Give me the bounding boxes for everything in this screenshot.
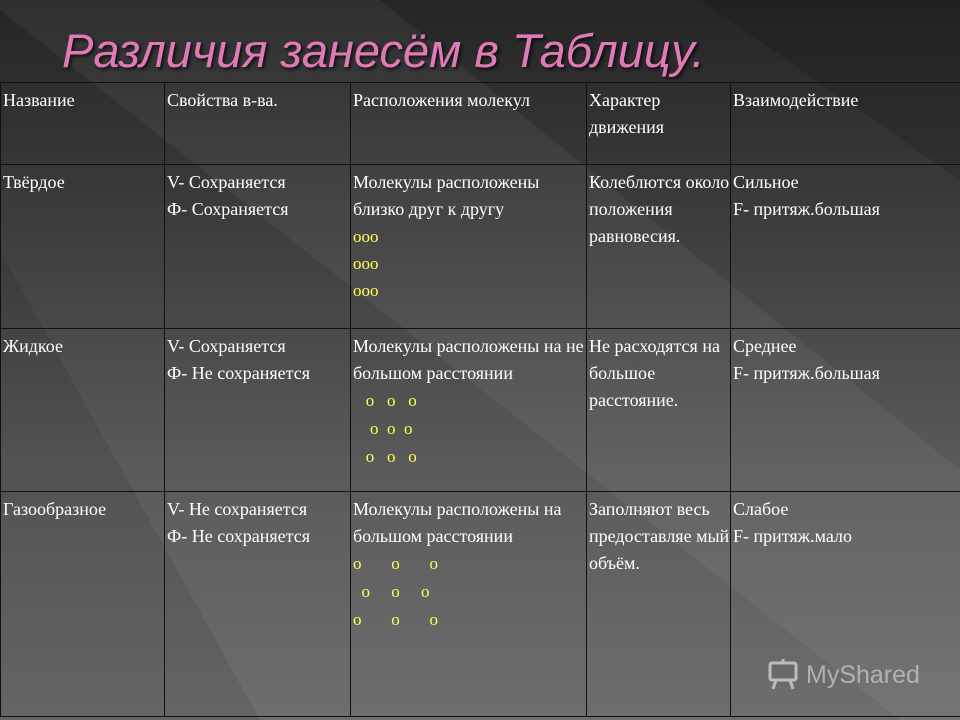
table-row-liquid <box>1 329 960 492</box>
interaction-strength: Сильное <box>733 172 799 192</box>
interaction-strength: Слабое <box>733 499 789 519</box>
header-cell-arrangement: Расположения молекул <box>351 83 587 165</box>
interaction-force: F- притяж.мало <box>733 526 853 546</box>
cell-arrangement-gas <box>351 492 587 717</box>
molecule-dots-row: о о о <box>353 447 417 466</box>
property-volume: V- Сохраняется <box>167 336 286 356</box>
property-volume: V- Не сохраняется <box>167 499 308 519</box>
cell-name-liquid: Жидкое <box>1 329 165 492</box>
arrangement-text: Молекулы расположены на не большом расстоянии <box>353 336 584 383</box>
header-cell-interaction: Взаимодействие <box>731 83 960 165</box>
cell-properties-solid <box>165 165 351 329</box>
molecule-dots-row: ооо <box>353 254 379 273</box>
arrangement-text: Молекулы расположены близко друг к другу <box>353 172 540 219</box>
header-cell-properties: Свойства в-ва. <box>165 83 351 165</box>
cell-interaction-liquid <box>731 329 960 492</box>
presentation-board-icon <box>766 657 800 691</box>
cell-properties-liquid <box>165 329 351 492</box>
molecule-dots-row: ооо <box>353 227 379 246</box>
molecule-dots-row: о о о <box>353 419 413 438</box>
cell-arrangement-solid <box>351 165 587 329</box>
property-volume: V- Сохраняется <box>167 172 286 192</box>
molecule-dots-row: о о о <box>353 582 430 601</box>
watermark-text: MyShared <box>806 661 920 689</box>
property-shape: Ф- Не сохраняется <box>167 363 310 383</box>
interaction-strength: Среднее <box>733 336 797 356</box>
header-cell-name: Название <box>1 83 165 165</box>
cell-name-solid: Твёрдое <box>1 165 165 329</box>
comparison-table <box>0 82 960 717</box>
interaction-force: F- притяж.большая <box>733 199 880 219</box>
table-header-row <box>1 83 960 165</box>
molecule-dots-row: о о о <box>353 554 438 573</box>
cell-motion-gas: Заполняют весь предоставляе мый объём. <box>587 492 731 717</box>
cell-motion-liquid: Не расходятся на большое расстояние. <box>587 329 731 492</box>
slide-title: Различия занесём в Таблицу. <box>62 24 705 77</box>
interaction-force: F- притяж.большая <box>733 363 880 383</box>
cell-properties-gas <box>165 492 351 717</box>
arrangement-text: Молекулы расположены на большом расстоянии <box>353 499 562 546</box>
cell-name-gas: Газообразное <box>1 492 165 717</box>
header-cell-motion: Характер движения <box>587 83 731 165</box>
property-shape: Ф- Сохраняется <box>167 199 289 219</box>
table-row-solid <box>1 165 960 329</box>
molecule-dots-row: о о о <box>353 391 417 410</box>
molecule-dots-row: о о о <box>353 610 438 629</box>
cell-interaction-solid <box>731 165 960 329</box>
molecule-dots-row: ооо <box>353 281 379 300</box>
cell-arrangement-liquid <box>351 329 587 492</box>
cell-motion-solid: Колеблются около положения равновесия. <box>587 165 731 329</box>
watermark <box>766 655 936 695</box>
property-shape: Ф- Не сохраняется <box>167 526 310 546</box>
